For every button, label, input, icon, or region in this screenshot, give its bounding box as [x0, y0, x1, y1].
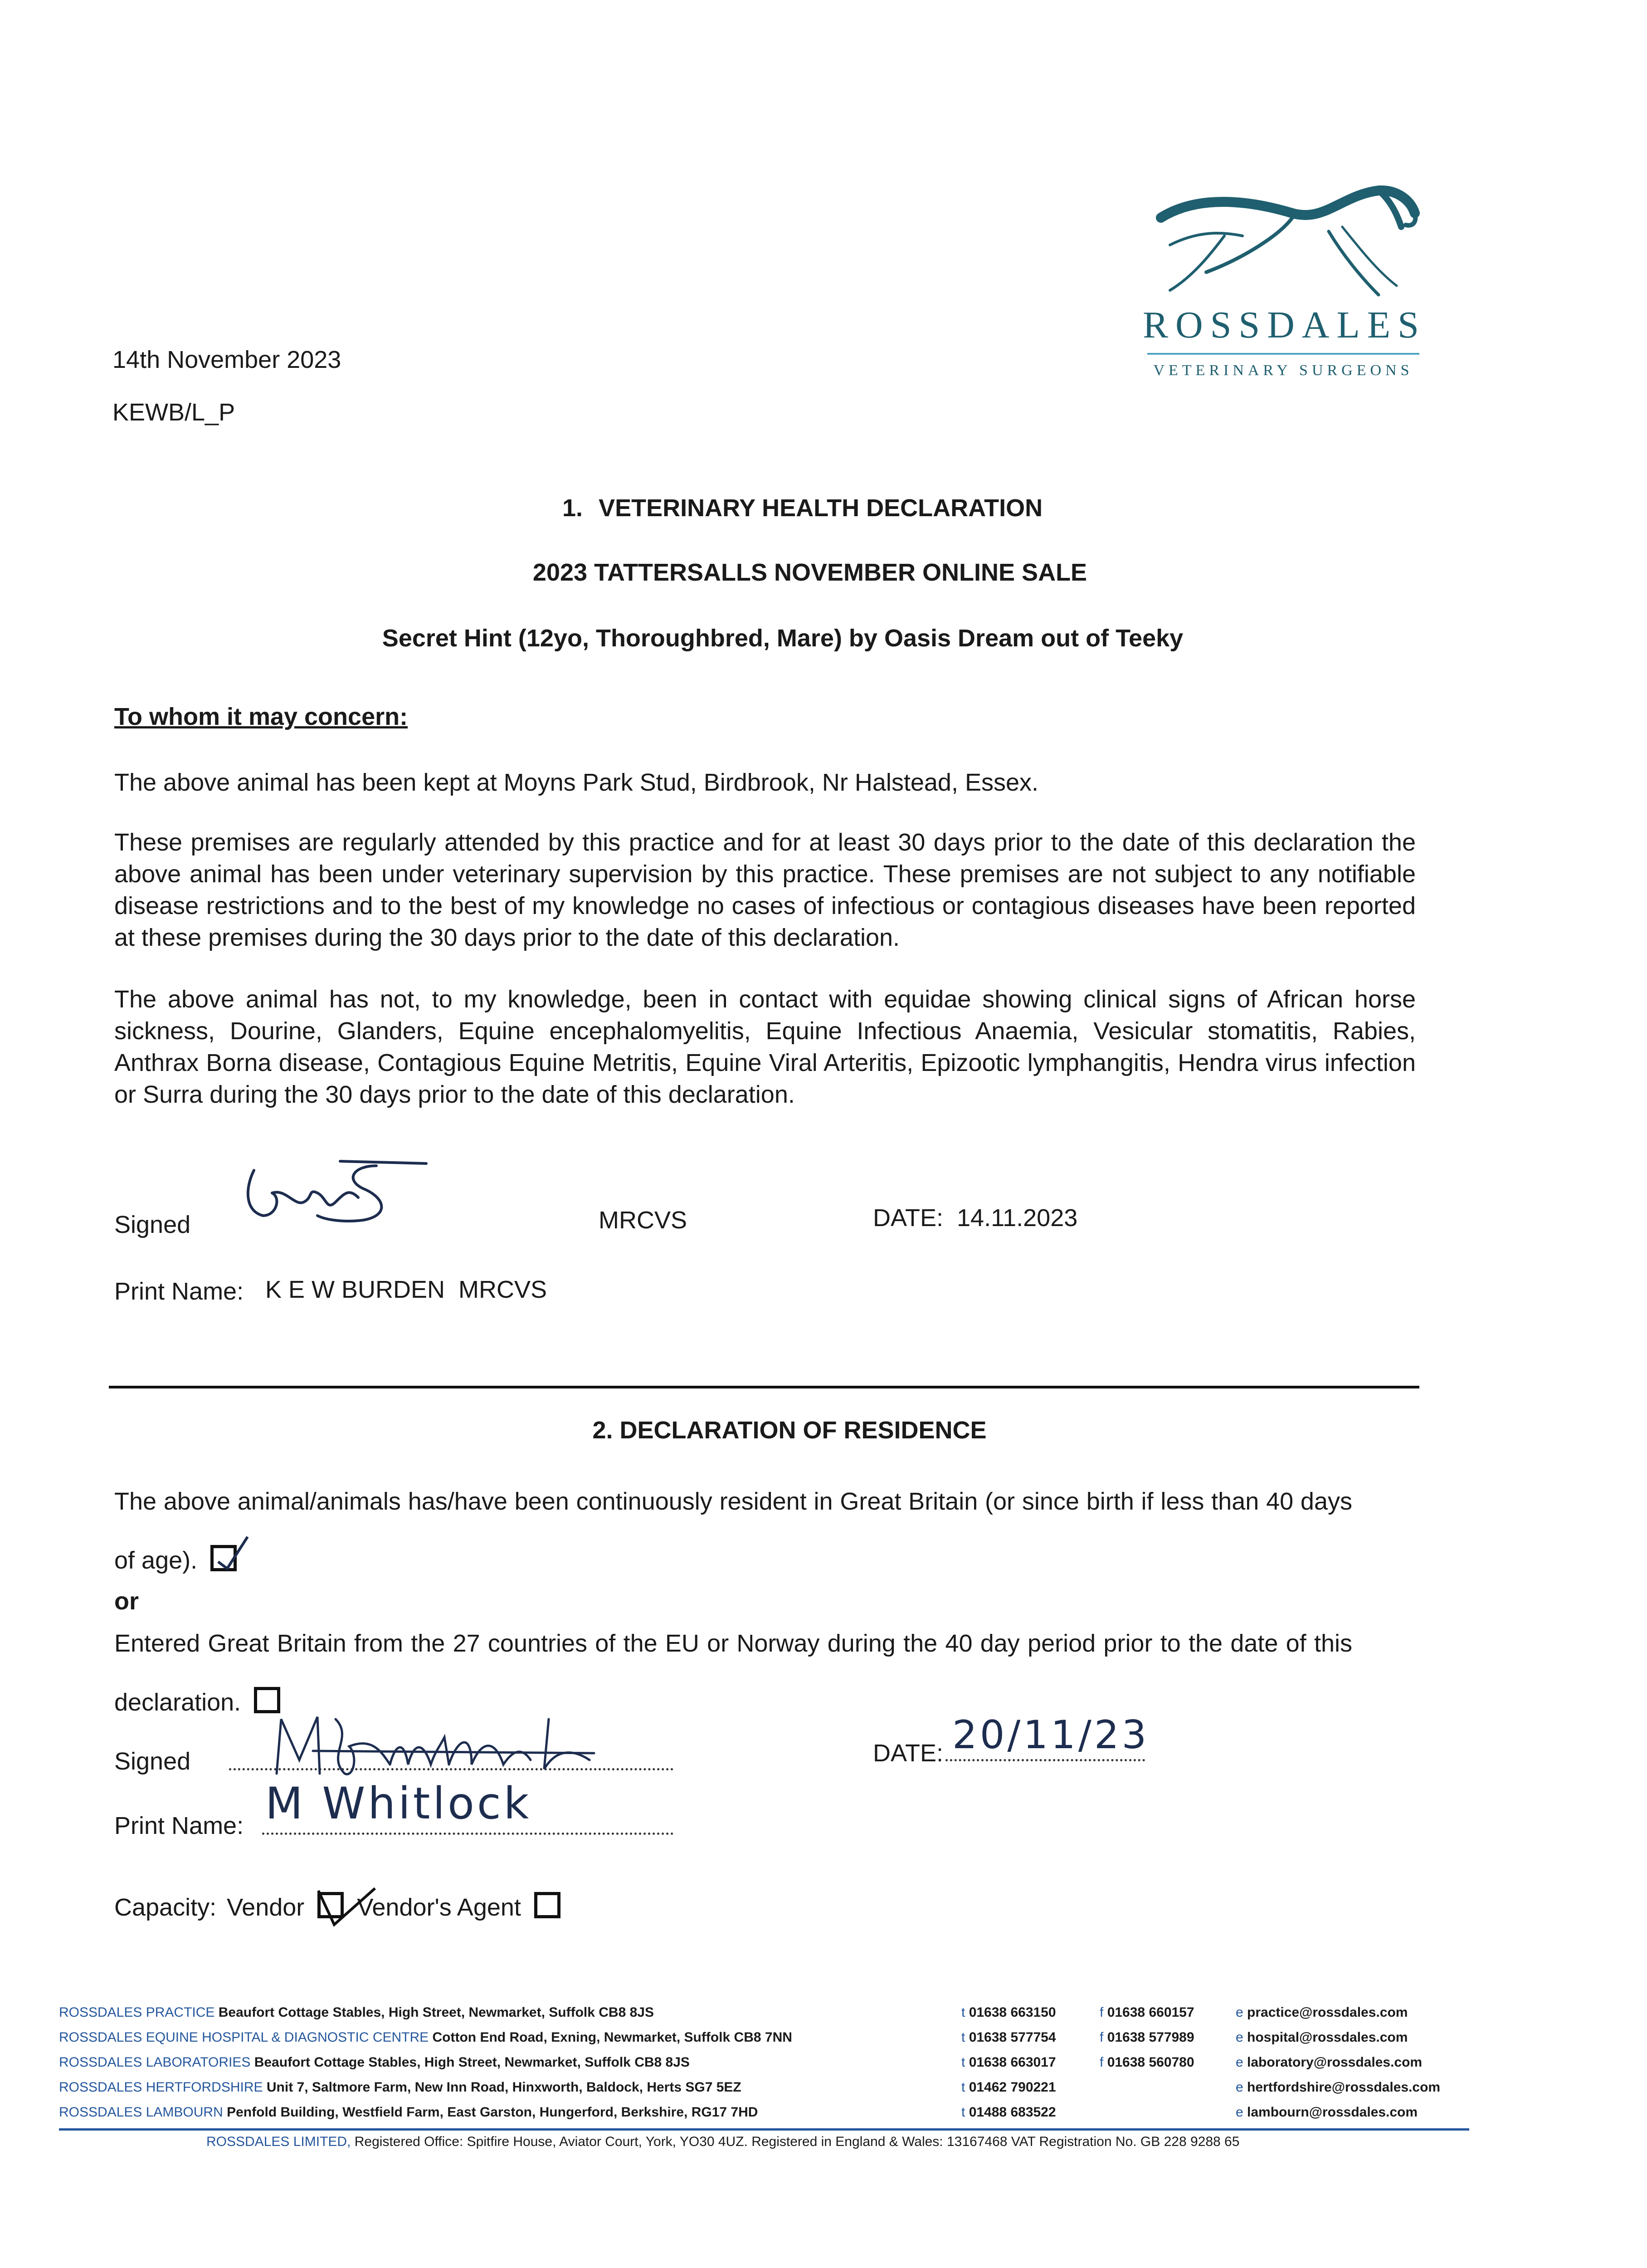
vet-date-label: DATE: — [873, 1204, 944, 1232]
footer-tel-3: t 01462 790221 — [961, 2080, 1056, 2095]
checkmark-icon — [209, 1535, 250, 1575]
footer-registered-text: Registered Office: Spitfire House, Aviator Court, York, YO30 4UZ. Registered in England & Wales: 13167468 VAT Registration No. GB 228 9288 65 — [354, 2134, 1240, 2149]
footer-lambourn-name: ROSSDALES LAMBOURN — [59, 2105, 223, 2120]
footer-email-4[interactable]: e lambourn@rossdales.com — [1236, 2105, 1418, 2120]
vet-print-name-value: K E W BURDEN MRCVS — [265, 1276, 547, 1303]
footer-tel-4: t 01488 683522 — [961, 2105, 1056, 2120]
footer-email-1[interactable]: e hospital@rossdales.com — [1236, 2030, 1408, 2045]
vet-qualification: MRCVS — [599, 1207, 687, 1234]
footer-tel-2: t 01638 663017 — [961, 2055, 1056, 2070]
horse-logo-icon — [1143, 181, 1424, 318]
vet-print-name-label: Print Name: — [114, 1278, 244, 1305]
footer-hospital — [59, 2030, 792, 2045]
letter-date: 14th November 2023 — [112, 346, 341, 373]
footer-practice-address: Beaufort Cottage Stables, High Street, Newmarket, Suffolk CB8 8JS — [218, 2005, 654, 2020]
residence-option-1-text: The above animal/animals has/have been continuously resident in Great Britain (or since birth if less than 40 days of age). — [114, 1488, 1352, 1574]
vendor-print-name-line — [262, 1833, 673, 1835]
residence-option-2-text: Entered Great Britain from the 27 countries of the EU or Norway during the 40 day period prior to the date of this declaration. — [114, 1630, 1352, 1716]
logo-divider — [1147, 353, 1419, 355]
footer-hertfordshire-address: Unit 7, Saltmore Farm, New Inn Road, Hinxworth, Baldock, Herts SG7 5EZ — [266, 2080, 741, 2095]
residence-option-2-checkbox[interactable] — [254, 1687, 280, 1713]
footer-hospital-name: ROSSDALES EQUINE HOSPITAL & DIAGNOSTIC CENTRE — [59, 2030, 429, 2045]
vet-signed-label: Signed — [114, 1211, 191, 1238]
or-label: or — [114, 1588, 139, 1615]
section2-title: 2. DECLARATION OF RESIDENCE — [592, 1417, 987, 1444]
footer-lambourn — [59, 2105, 758, 2120]
vendor-date-value: 20/11/23 — [952, 1712, 1150, 1758]
animal-description: Secret Hint (12yo, Thoroughbred, Mare) by Oasis Dream out of Teeky — [382, 625, 1184, 652]
footer-email-2[interactable]: e laboratory@rossdales.com — [1236, 2055, 1423, 2070]
vendors-agent-label: Vendor's Agent — [357, 1894, 521, 1921]
vendor-date-label: DATE: — [873, 1740, 944, 1767]
footer-registered-company: ROSSDALES LIMITED, — [206, 2134, 351, 2149]
footer-laboratories — [59, 2055, 690, 2070]
footer-tel-1: t 01638 577754 — [961, 2030, 1056, 2045]
vendors-agent-checkbox[interactable] — [534, 1892, 560, 1918]
paragraph-supervision: These premises are regularly attended by this practice and for at least 30 days prior to the date of this declaration the above animal has been under veterinary supervision by this practice. These premises are not subject to any notifiable disease restrictions and to the best of my knowledge no cases of infectious or contagious diseases have been reported at these premises during the 30 days prior to the date of this declaration. — [114, 829, 1416, 951]
footer-email-3[interactable]: e hertfordshire@rossdales.com — [1236, 2080, 1441, 2095]
footer-fax-0: f 01638 660157 — [1100, 2005, 1194, 2020]
logo-wordmark: ROSSDALES — [1143, 304, 1426, 346]
logo-subtitle: VETERINARY SURGEONS — [1153, 362, 1413, 379]
vendor-signed-label: Signed — [114, 1748, 191, 1775]
footer-registered — [206, 2134, 1239, 2150]
footer-fax-2: f 01638 560780 — [1100, 2055, 1194, 2070]
vendor-print-name-label: Print Name: — [114, 1812, 244, 1839]
section1-number: 1. — [562, 494, 583, 522]
footer-email-0[interactable]: e practice@rossdales.com — [1236, 2005, 1408, 2020]
footer-lambourn-address: Penfold Building, Westfield Farm, East Garston, Hungerford, Berkshire, RG17 7HD — [227, 2105, 758, 2120]
footer-tel-0: t 01638 663150 — [961, 2005, 1056, 2020]
footer-laboratories-name: ROSSDALES LABORATORIES — [59, 2055, 251, 2070]
footer-divider — [59, 2128, 1469, 2131]
section-divider — [109, 1386, 1419, 1388]
vendor-label: Vendor — [227, 1894, 305, 1921]
capacity-label: Capacity: — [114, 1894, 217, 1921]
section1-title-text: VETERINARY HEALTH DECLARATION — [599, 494, 1043, 522]
capacity-row — [114, 1892, 560, 1923]
footer-hospital-address: Cotton End Road, Exning, Newmarket, Suffolk CB8 7NN — [432, 2030, 792, 2045]
footer-laboratories-address: Beaufort Cottage Stables, High Street, Newmarket, Suffolk CB8 8JS — [254, 2055, 690, 2070]
vendor-signature — [268, 1710, 639, 1783]
rossdales-logo — [1143, 181, 1424, 390]
footer-fax-1: f 01638 577989 — [1100, 2030, 1194, 2045]
residence-option-1-checkbox[interactable] — [210, 1545, 237, 1571]
footer-practice — [59, 2005, 654, 2020]
paragraph-no-contact: The above animal has not, to my knowledge, been in contact with equidae showing clinical signs of African horse sickness, Dourine, Glanders, Equine encephalomyelitis, Equine Infectious Anaemia, Vesicular stomatitis, Rabies, Anthrax Borna disease, Contagious Equine Metritis, Equine Viral Arteritis, Epizootic lymphangitis, Hendra virus infection or Surra during the 30 days prior to the date of this declaration. — [114, 986, 1416, 1108]
vendor-checkbox[interactable] — [317, 1892, 344, 1918]
checkmark-icon — [316, 1882, 380, 1931]
vendor-print-name-value: M Whitlock — [265, 1778, 532, 1829]
sale-name: 2023 TATTERSALLS NOVEMBER ONLINE SALE — [532, 559, 1087, 586]
paragraph-kept-at: The above animal has been kept at Moyns Park Stud, Birdbrook, Nr Halstead, Essex. — [114, 769, 1039, 796]
vendor-date-line — [945, 1759, 1145, 1761]
salutation: To whom it may concern: — [114, 703, 408, 730]
vet-date-value: 14.11.2023 — [957, 1204, 1078, 1232]
vet-signature — [227, 1152, 435, 1234]
residence-option-1 — [114, 1472, 1352, 1590]
footer-hertfordshire-name: ROSSDALES HERTFORDSHIRE — [59, 2080, 263, 2095]
section1-title — [562, 492, 1043, 524]
letter-reference: KEWB/L_P — [112, 399, 235, 426]
footer-hertfordshire — [59, 2080, 741, 2095]
footer-practice-name: ROSSDALES PRACTICE — [59, 2005, 215, 2020]
